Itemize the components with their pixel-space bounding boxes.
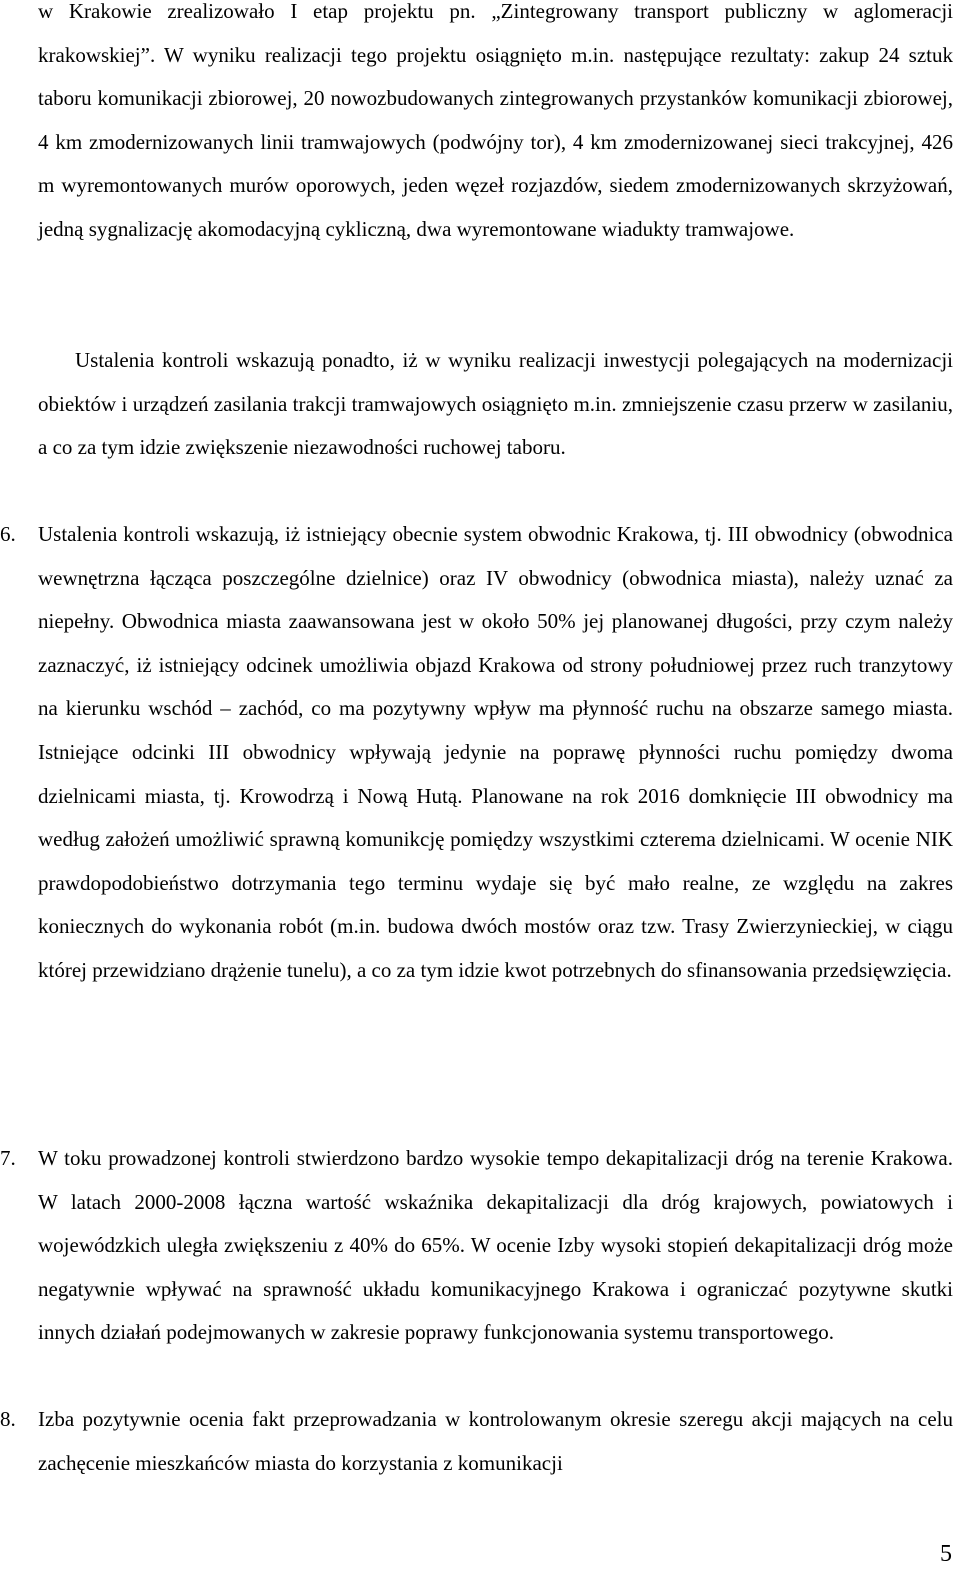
- list-number: 8.: [0, 1407, 16, 1431]
- page-number: 5: [940, 1541, 952, 1567]
- list-item-text: Izba pozytywnie ocenia fakt przeprowadzania w kontrolowanym okresie szeregu akcji mających na celu zachęcenie mieszkańców miasta do korzystania z komunikacji: [38, 1407, 953, 1475]
- list-item-text: W toku prowadzonej kontroli stwierdzono bardzo wysokie tempo dekapitalizacji dróg na terenie Krakowa. W latach 2000-2008 łączna wartość wskaźnika dekapitalizacji dla dróg krajowych, powiatowych i wojewódzkich uległa zwiększeniu z 40% do 65%. W ocenie Izby wysoki stopień dekapitalizacji dróg może negatywnie wpływać na sprawność układu komunikacyjnego Krakowa i ograniczać pozytywne skutki innych działań podejmowanych w zakresie poprawy funkcjonowania systemu transportowego.: [38, 1146, 953, 1345]
- list-number: 6.: [0, 522, 16, 546]
- list-item-text: Ustalenia kontroli wskazują, iż istniejący obecnie system obwodnic Krakowa, tj. III obwodnicy (obwodnica wewnętrzna łącząca poszczególne dzielnice) oraz IV obwodnicy (obwodnica miasta), należy uznać za niepełny. Obwodnica miasta zaawansowana jest w około 50% jej planowanej długości, przy czym należy zaznaczyć, iż istniejący odcinek umożliwia objazd Krakowa od strony południowej przez ruch tranzytowy na kierunku wschód – zachód, co ma pozytywny wpływ ma płynność ruchu na obszarze samego miasta. Istniejące odcinki III obwodnicy wpływają jedynie na poprawę płynności ruchu pomiędzy dwoma dzielnicami miasta, tj. Krowodrzą i Nową Hutą. Planowane na rok 2016 domknięcie III obwodnicy ma według założeń umożliwić sprawną komunikcję pomiędzy wszystkimi czterema dzielnicami. W ocenie NIK prawdopodobieństwo dotrzymania tego terminu wydaje się być mało realne, ze względu na zakres koniecznych do wykonania robót (m.in. budowa dwóch mostów oraz tzw. Trasy Zwierzynieckiej, w ciągu której przewidziano drążenie tunelu), a co za tym idzie kwot potrzebnych do sfinansowania przedsięwzięcia.: [38, 522, 953, 982]
- paragraph-project-results: w Krakowie zrealizowało I etap projektu pn. „Zintegrowany transport publiczny w aglomeracji krakowskiej”. W wyniku realizacji tego projektu osiągnięto m.in. następujące rezultaty: zakup 24 sztuk taboru komunikacji zbiorowej, 20 nowozbudowanych zintegrowanych przystanków komunikacji zbiorowej, 4 km zmodernizowanych linii tramwajowych (podwójny tor), 4 km zmodernizowanej sieci trakcyjnej, 426 m wyremontowanych murów oporowych, jeden węzeł rozjazdów, siedem zmodernizowanych skrzyżowań, jedną sygnalizację akomodacyjną cykliczną, dwa wyremontowane wiadukty tramwajowe.: [38, 0, 953, 241]
- list-number: 7.: [0, 1146, 16, 1170]
- paragraph-findings: Ustalenia kontroli wskazują ponadto, iż w wyniku realizacji inwestycji polegających na modernizacji obiektów i urządzeń zasilania trakcji tramwajowych osiągnięto m.in. zmniejszenie czasu przerw w zasilaniu, a co za tym idzie zwiększenie niezawodności ruchowej taboru.: [38, 348, 953, 460]
